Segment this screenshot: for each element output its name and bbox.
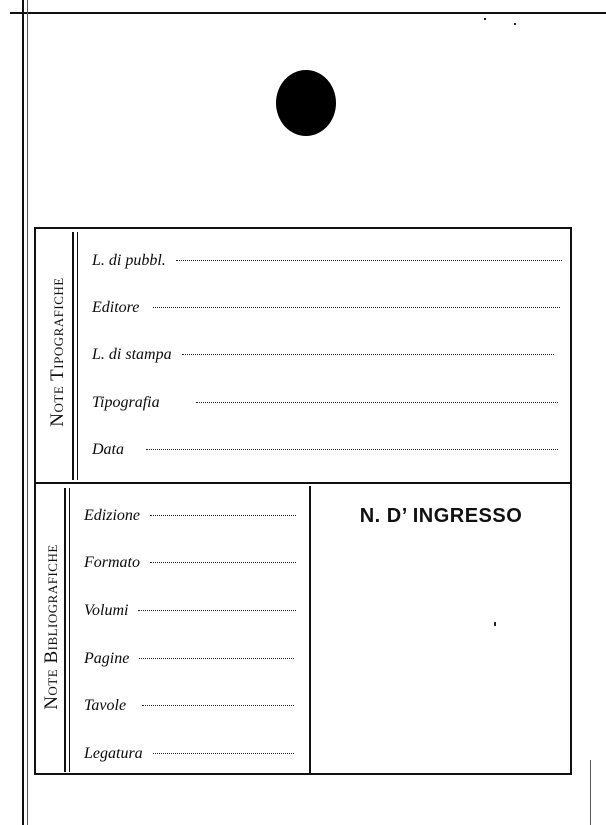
field-luogo-pubblicazione[interactable] xyxy=(92,252,562,276)
fill-line xyxy=(139,658,294,659)
fill-line xyxy=(153,307,560,308)
field-luogo-stampa[interactable] xyxy=(92,346,554,370)
field-label: Volumi xyxy=(84,602,129,619)
fill-line xyxy=(138,610,296,611)
ink-speck xyxy=(514,23,516,25)
ingresso-number-label: N. D’ INGRESSO xyxy=(359,505,523,527)
tag-left-edge xyxy=(22,0,24,825)
bibliographic-title-rule-inner xyxy=(69,488,70,772)
ink-speck xyxy=(484,18,486,20)
field-label: Data xyxy=(92,441,124,458)
field-tipografia[interactable] xyxy=(92,394,558,418)
fill-line xyxy=(176,260,562,261)
fill-line xyxy=(153,753,294,754)
fill-line xyxy=(142,705,294,706)
field-label: Formato xyxy=(84,554,140,571)
section-divider xyxy=(34,482,572,484)
tag-right-edge xyxy=(590,760,591,825)
fill-line xyxy=(150,562,296,563)
typographic-title-rule xyxy=(72,232,74,480)
field-label: Editore xyxy=(92,299,140,316)
field-data[interactable] xyxy=(92,441,558,465)
field-edizione[interactable] xyxy=(84,507,296,531)
bibliographic-title-rule xyxy=(64,488,66,772)
field-label: Tavole xyxy=(84,697,127,714)
field-label: Edizione xyxy=(84,507,140,524)
field-label: Pagine xyxy=(84,650,130,667)
field-label: Legatura xyxy=(84,745,143,762)
field-label: L. di pubbl. xyxy=(92,252,166,269)
field-editore[interactable] xyxy=(92,299,560,323)
field-legatura[interactable] xyxy=(84,745,294,769)
fill-line xyxy=(196,402,558,403)
field-tavole[interactable] xyxy=(84,697,294,721)
field-pagine[interactable] xyxy=(84,650,294,674)
fill-line xyxy=(150,515,296,516)
field-formato[interactable] xyxy=(84,554,296,578)
ingresso-divider xyxy=(309,486,311,773)
typographic-notes-title: Note Tipografiche xyxy=(47,277,68,427)
fill-line xyxy=(182,354,554,355)
field-volumi[interactable] xyxy=(84,602,296,626)
field-label: Tipografia xyxy=(92,394,160,411)
tag-left-edge-inner xyxy=(27,0,28,825)
fill-line xyxy=(146,449,558,450)
typographic-title-rule-inner xyxy=(77,232,78,480)
punch-hole xyxy=(276,70,336,136)
ink-speck xyxy=(494,622,496,626)
bibliographic-notes-title: Note Bibliografiche xyxy=(41,544,62,710)
tag-top-edge xyxy=(10,12,606,14)
field-label: L. di stampa xyxy=(92,346,172,363)
